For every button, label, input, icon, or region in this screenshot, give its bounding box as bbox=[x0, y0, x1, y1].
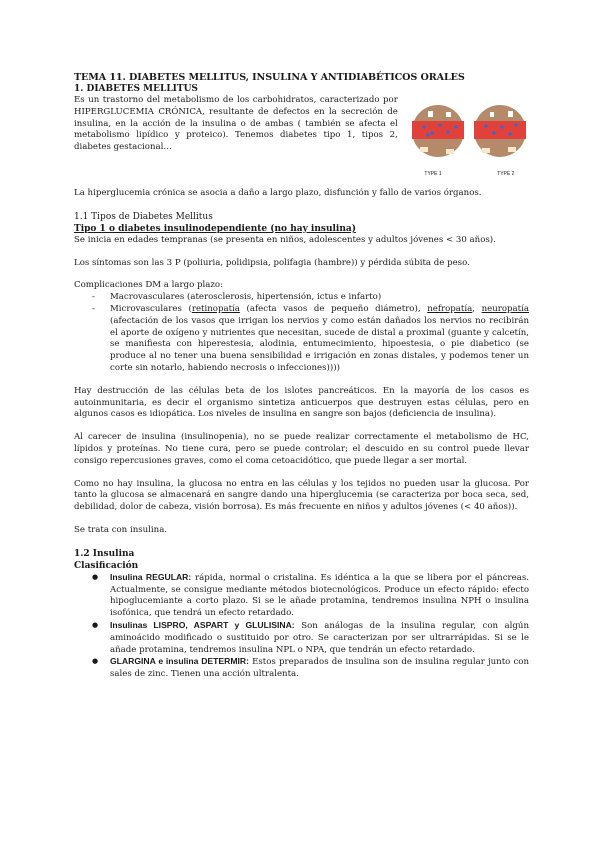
complications-heading: Complicaciones DM a largo plazo: bbox=[74, 280, 223, 291]
complications-list bbox=[74, 292, 529, 375]
treatment-paragraph: Se trata con insulina. bbox=[74, 524, 168, 535]
insulin-item: ● Insulinas LISPRO, ASPART y GLULISINA: Son análogas de la insulina regular, con algún aminoácido modificado o sustituido por otro. Se caracterizan por ser ultrarrápidas. Si se le añade protamina, tendremos insulina NPL o NPA, que tendrán un efecto retardado. bbox=[110, 620, 529, 656]
insulinopenia-paragraph: Al carecer de insulina (insulinopenia), no se puede realizar correctamente el metabolismo de HC, lípidos y proteínas. No tiene cura, pero se puede controlar; el descuido en su control puede llevar consigo repercusiones graves, como el coma cetoacidótico, que puede llegar a ser mortal. bbox=[74, 432, 529, 466]
section-heading-1-1: 1.1 Tipos de Diabetes Mellitus bbox=[74, 211, 213, 222]
classification-heading: Clasificación bbox=[74, 560, 139, 571]
hyperglycemia-paragraph: La hiperglucemia crónica se asocia a daño a largo plazo, disfunción y fallo de varios órganos. bbox=[74, 188, 482, 198]
symptoms-paragraph: Los síntomas son las 3 P (poliuria, polidipsia, polifagia (hambre)) y pérdida súbita de peso. bbox=[74, 257, 470, 268]
diabetes-types-figure bbox=[410, 95, 529, 177]
type1-heading: Tipo 1 o diabetes insulinodependiente (no hay insulina) bbox=[74, 223, 356, 234]
neuropatia-term: neuropatía bbox=[481, 303, 529, 314]
insulin-item: ● GLARGINA e insulina DETERMIR: Estos preparados de insulina son de insulina regular junto con sales de zinc. Tienen una acción ultralenta. bbox=[110, 656, 529, 681]
intro-paragraph: Es un trastorno del metabolismo de los carbohidratos, caracterizado por HIPERGLUCEMIA CRÓNICA, resultante de defectos en la secreción de insulina, en la acción de la insulina o de ambas ( también se afecta el metabolismo lipídico y proteico). Tenemos diabetes tipo 1, tipos 2, diabetes gestacional… bbox=[74, 95, 398, 153]
complication-macro: - Macrovasculares (aterosclerosis, hipertensión, ictus e infarto) bbox=[110, 292, 529, 304]
type1-onset: Se inicia en edades tempranas (se presenta en niños, adolescentes y adultos jóvenes < 30 años). bbox=[74, 234, 496, 245]
section-heading-1-2: 1.2 Insulina bbox=[74, 548, 135, 559]
insulin-item: ● Insulina REGULAR: rápida, normal o cristalina. Es idéntica a la que se libera por el páncreas. Actualmente, se consigue mediante métodos biotecnológicos. Produce un efecto rápido: efecto hipoglucemiante a corto plazo. Si se le añade protamina, tendremos insulina NPH o insulina isofónica, que tendrá un efecto retardado. bbox=[110, 572, 529, 620]
complication-micro: - Microvasculares (retinopatía (afecta vasos de pequeño diámetro), nefropatía, neuropatía (afectación de los vasos que irrigan los nervios y como están dañados los nervios no recibirán el aporte de oxígeno y nutrientes que necesitan, sucede de distal a proximal (guante y calcetín, se manifiesta con hiperestesia, alodinia, entumecimiento, hipoestesia, o pie diabetico (se produce al no tener una buena sensibilidad e irrigación en zonas distales, y podemos tener un corte sin notarlo, habiendo necrosis o infecciones)))) bbox=[110, 304, 529, 375]
figure-label-type1: TYPE 1 bbox=[424, 171, 442, 177]
page-title: TEMA 11. DIABETES MELLITUS, INSULINA Y ANTIDIABÉTICOS ORALES bbox=[74, 72, 465, 83]
figure-label-type2: TYPE 2 bbox=[497, 171, 515, 177]
retinopatia-term: retinopatía bbox=[191, 303, 240, 314]
diabetes-illustration bbox=[410, 103, 528, 171]
nefropatia-term: nefropatía bbox=[427, 303, 473, 314]
destruction-paragraph: Hay destrucción de las células beta de los islotes pancreáticos. En la mayoría de los casos es autoinmunitaria, es decir el organismo sintetiza anticuerpos que destruyen estas células, pero en algunos casos es idiopática. Los niveles de insulina en sangre son bajos (deficiencia de insulina). bbox=[74, 385, 529, 420]
document-page bbox=[74, 72, 529, 681]
section-heading-1: 1. DIABETES MELLITUS bbox=[74, 84, 198, 94]
insulin-list bbox=[74, 572, 529, 681]
glucose-paragraph: Como no hay insulina, la glucosa no entra en las células y los tejidos no pueden usar la glucosa. Por tanto la glucosa se almacenará en sangre dando una hiperglucemia (se caracteriza por boca seca, sed, debilidad, dolor de cabeza, visión borrosa). Es más frecuente en niños y adultos jóvenes (< 40 años)). bbox=[74, 478, 529, 513]
intro-block bbox=[74, 95, 529, 177]
